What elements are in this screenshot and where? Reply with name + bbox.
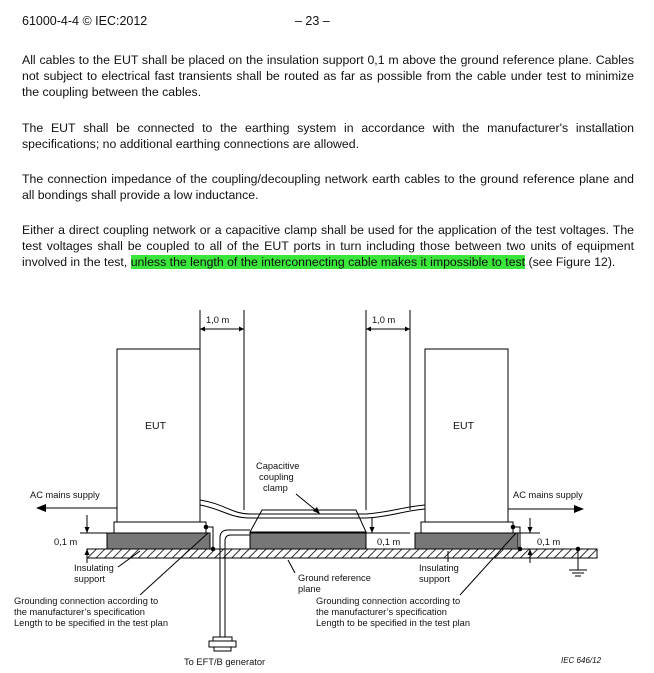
ac-mains-left-label: AC mains supply xyxy=(30,490,100,500)
dimension-right-label: 1,0 m xyxy=(372,315,396,325)
highlighted-text: unless the length of the interconnecting cable makes it impossible to test xyxy=(130,255,526,269)
dimension-right xyxy=(366,310,410,510)
capacitive-clamp xyxy=(250,510,366,532)
insulating-support-left xyxy=(107,533,210,549)
insulating-right-2: support xyxy=(419,574,451,584)
ground-plane-label-1: Ground reference xyxy=(298,573,371,583)
paragraph-4-end: (see Figure 12). xyxy=(525,255,616,269)
height-left-label: 0,1 m xyxy=(54,537,78,547)
eut-right-box xyxy=(425,349,508,522)
height-middle xyxy=(366,518,410,547)
insulating-right-1: Insulating xyxy=(419,563,459,573)
dimension-left-label: 1,0 m xyxy=(206,315,230,325)
dimension-left xyxy=(200,310,244,510)
paragraph-1: All cables to the EUT shall be placed on the insulation support 0,1 m above the ground reference plane. Cables not subject to electrical fast transients shall be routed as far as possible from the cable under test to minimize the coupling between the cables. xyxy=(22,53,634,99)
ac-mains-right-label: AC mains supply xyxy=(513,490,583,500)
clamp-label-1: Capacitive xyxy=(256,461,300,471)
figure-reference: IEC 646/12 xyxy=(561,656,602,665)
paragraph-3: The connection impedance of the coupling/decoupling network earth cables to the ground reference plane and all bondings shall provide a low inductance. xyxy=(22,172,634,202)
clamp-label-3: clamp xyxy=(263,483,288,493)
grounding-left-1: Grounding connection according to xyxy=(14,596,159,606)
generator-label: To EFT/B generator xyxy=(184,657,266,667)
page-number: – 23 – xyxy=(295,14,330,28)
figure-12-test-setup xyxy=(0,300,654,673)
doc-id: 61000-4-4 © IEC:2012 xyxy=(22,14,148,28)
height-middle-label: 0,1 m xyxy=(377,537,401,547)
ground-plane-label-2: plane xyxy=(298,584,321,594)
grounding-right-2: the manufacturer’s specification xyxy=(316,607,447,617)
grounding-left-2: the manufacturer’s specification xyxy=(14,607,145,617)
insulating-left-2: support xyxy=(74,574,106,584)
grounding-right-1: Grounding connection according to xyxy=(316,596,461,606)
paragraph-2: The EUT shall be connected to the earthing system in accordance with the manufacturer's installation specifications; no additional earthing connections are allowed. xyxy=(22,121,634,151)
grounding-right-3: Length to be specified in the test plan xyxy=(316,618,471,628)
generator-connector xyxy=(209,637,236,651)
insulating-left-1: Insulating xyxy=(74,563,114,573)
height-right-label: 0,1 m xyxy=(537,537,561,547)
clamp-support xyxy=(250,533,366,549)
eut-right-label: EUT xyxy=(453,420,474,432)
paragraph-4 xyxy=(22,222,634,270)
eut-left-box xyxy=(117,349,200,522)
clamp-label-2: coupling xyxy=(259,472,294,482)
paragraph-4-text: Either a direct coupling network or a capacitive clamp shall be used for the application of the test voltages. The test voltages shall be coupled to all of the EUT ports in turn including those between two units of equipment involved in the test, xyxy=(22,223,634,269)
eut-left-label: EUT xyxy=(145,420,166,432)
grounding-left-3: Length to be specified in the test plan xyxy=(14,618,169,628)
insulating-support-right xyxy=(415,533,518,549)
